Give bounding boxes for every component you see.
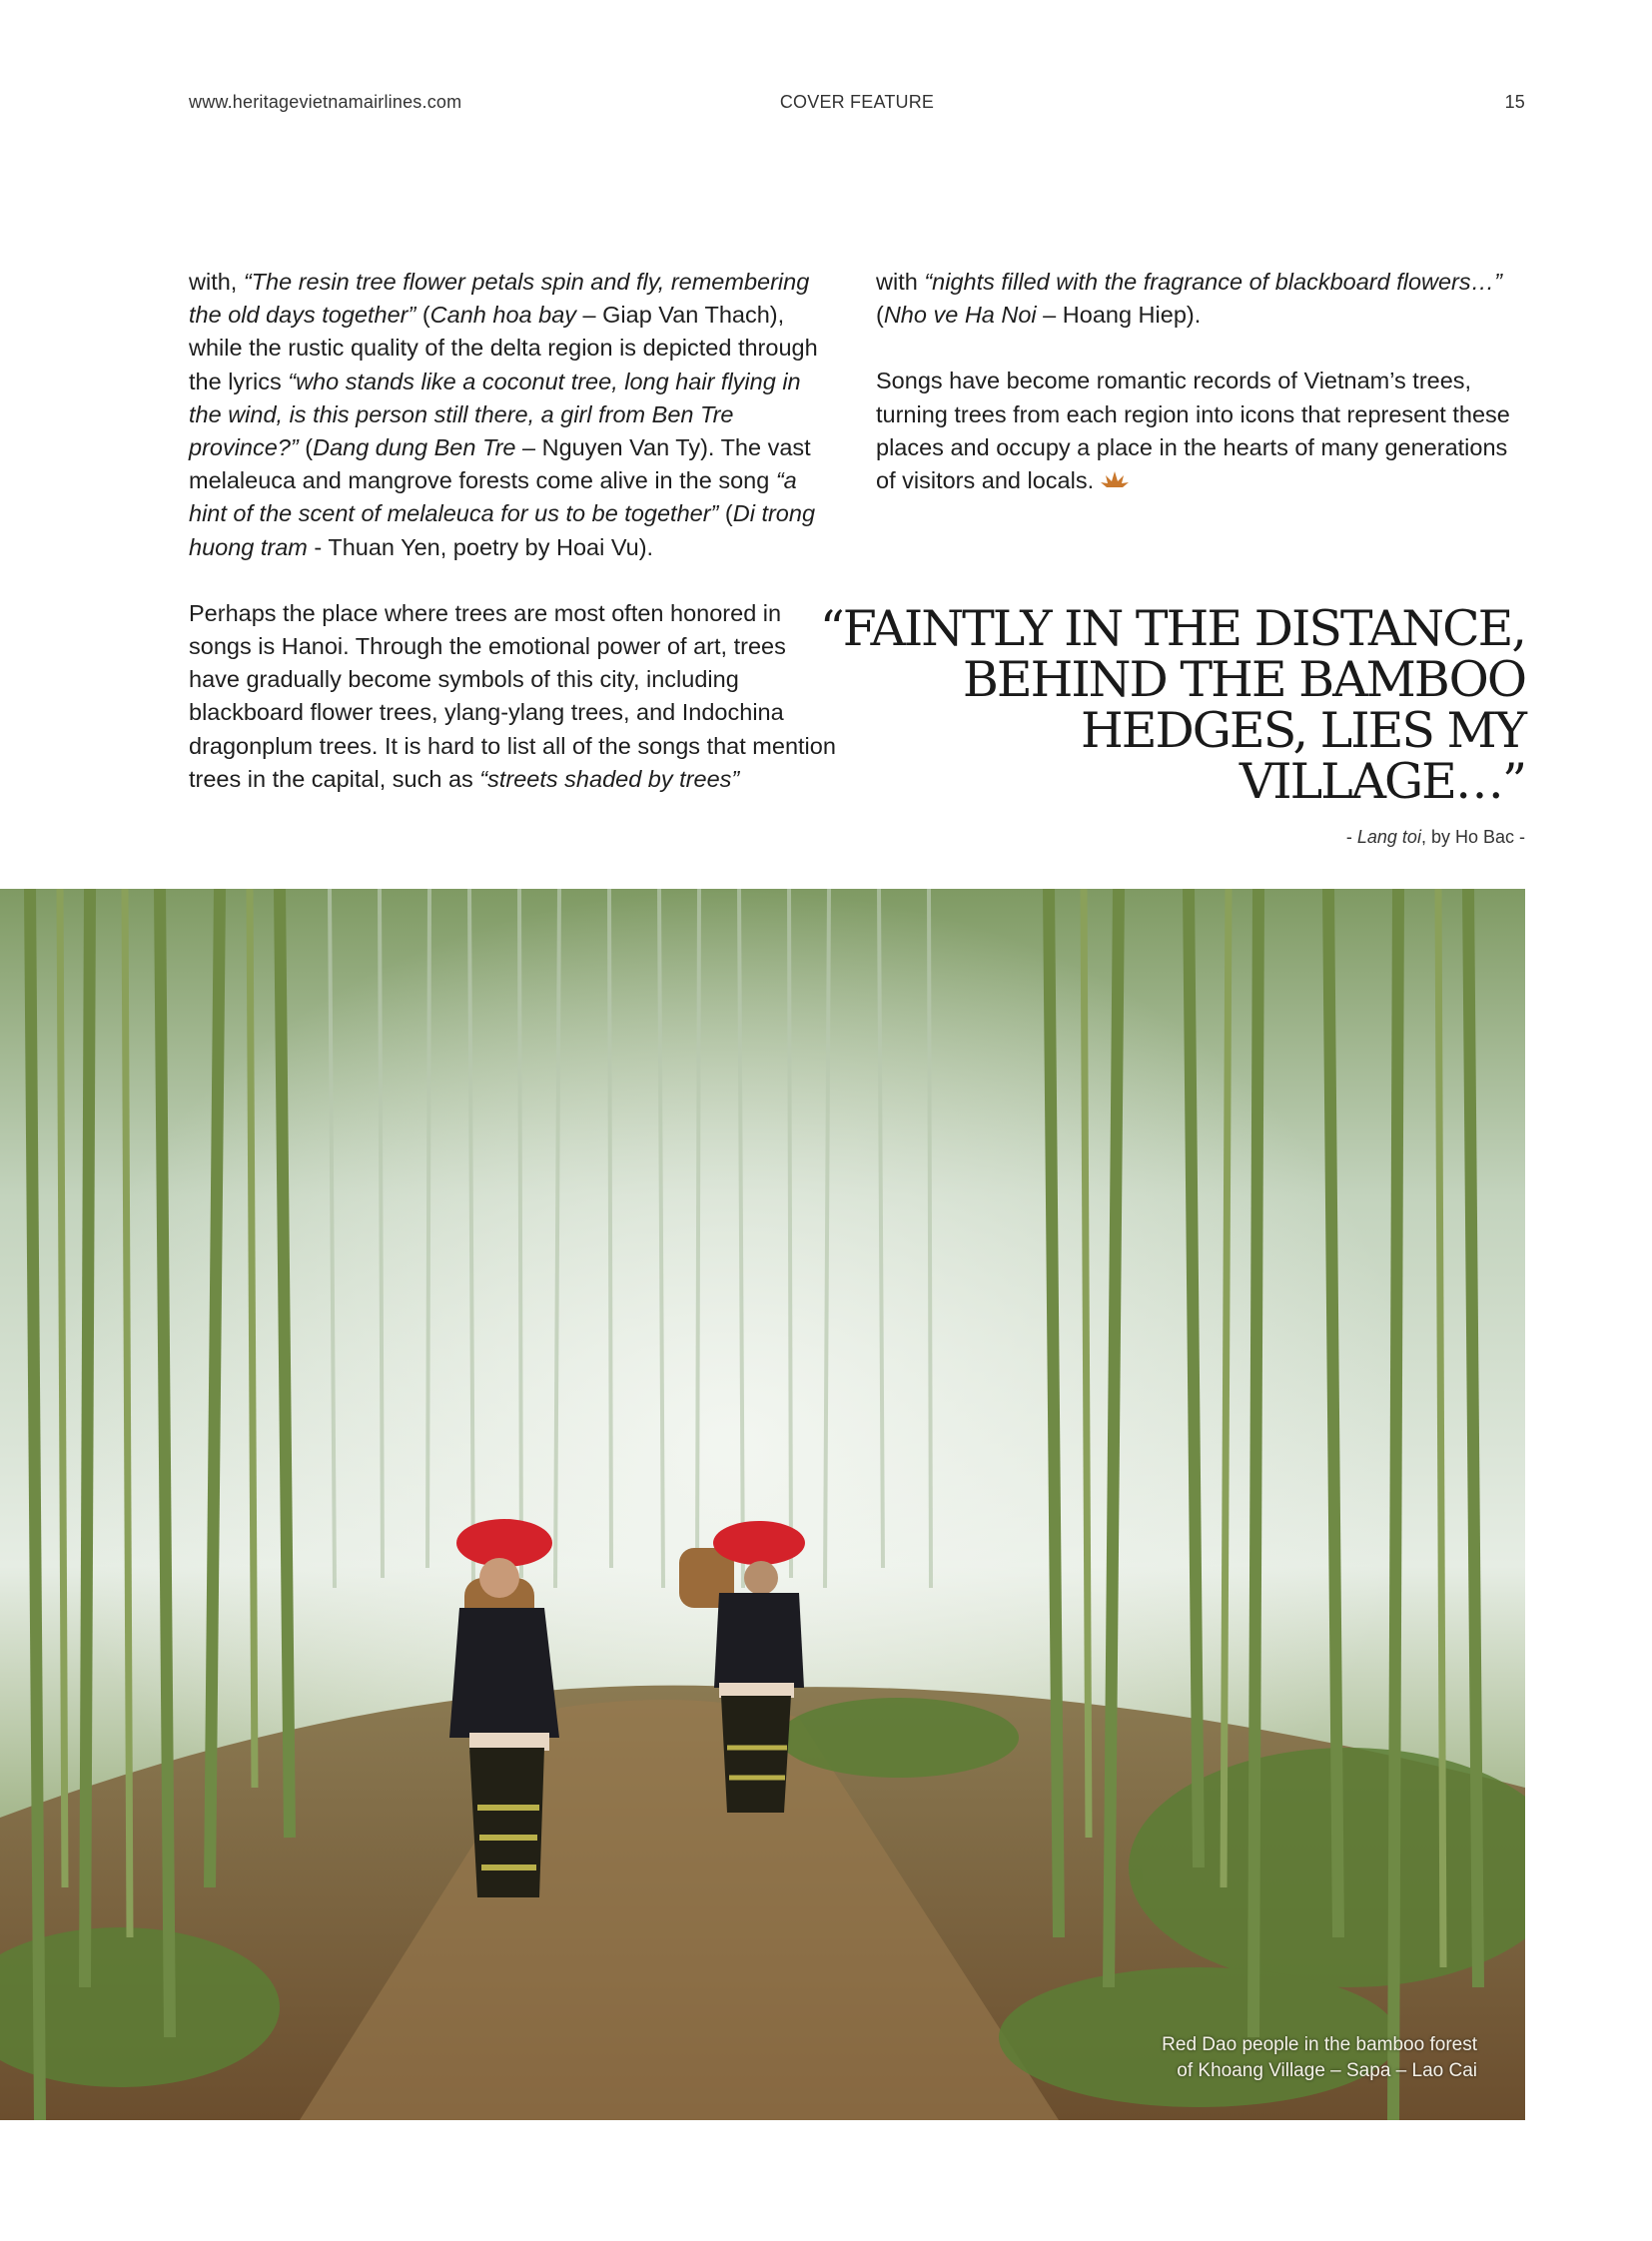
text-run: with, (189, 269, 244, 295)
text-run: ( (718, 500, 733, 527)
pull-quote-line: “FAINTLY IN THE DISTANCE, (819, 600, 1525, 657)
lyric-quote: “a hint of the scent of melaleuca for us to be together” (189, 467, 797, 527)
text-run: Songs have become romantic records of Vietnam’s trees, turning trees from each region into icons that represent these places and occupy a place in the hearts of many generations of visitors and locals. (876, 368, 1510, 494)
page-number: 15 (1504, 92, 1525, 112)
text-run: with (876, 269, 925, 295)
pull-quote-text (806, 600, 1525, 810)
song-title: Dang dung Ben Tre (313, 434, 516, 461)
lyric-quote: “who stands like a coconut tree, long hair flying in the wind, is this person still there, a girl from Ben Tre province?” (189, 368, 801, 461)
text-run: ( (415, 302, 430, 329)
left-paragraph-1 (189, 266, 838, 564)
left-paragraph-2 (189, 597, 838, 796)
caption-line: Red Dao people in the bamboo forest (1162, 2034, 1477, 2055)
lotus-leaf-icon (1100, 465, 1130, 498)
text-run: - Thuan Yen, poetry by Hoai Vu). (307, 533, 654, 560)
text-run: – Hoang Hiep). (1036, 302, 1202, 329)
caption-line: of Khoang Village – Sapa – Lao Cai (1177, 2060, 1477, 2081)
pull-quote (806, 600, 1525, 848)
pull-quote-line: HEDGES, LIES MY VILLAGE…” (1081, 702, 1525, 810)
pull-quote-credit (806, 827, 1525, 848)
text-run: – Giap Van Thach), while the rustic quality of the delta region is depicted through the lyrics (189, 302, 818, 394)
song-title: Nho ve Ha Noi (883, 302, 1037, 329)
right-paragraph-1 (876, 266, 1525, 332)
right-paragraph-2 (876, 365, 1525, 498)
lyric-quote: “The resin tree flower petals spin and fly, remembering the old days together” (189, 269, 810, 329)
text-run: ( (298, 434, 314, 461)
right-column (876, 266, 1525, 531)
text-run: ( (876, 302, 884, 329)
lyric-quote: “streets shaded by trees” (479, 765, 740, 792)
text-run: – Nguyen Van Ty). The vast melaleuca and mangrove forests come alive in the song (189, 434, 811, 494)
song-title: Canh hoa bay (429, 302, 577, 329)
pull-quote-line: BEHIND THE BAMBOO (962, 651, 1525, 708)
left-column (189, 266, 838, 829)
photo-caption (1162, 2032, 1477, 2084)
credit-dash: - (1345, 827, 1357, 847)
website-url: www.heritagevietnamairlines.com (189, 92, 462, 112)
credit-author: , by Ho Bac - (1420, 827, 1525, 847)
section-title: COVER FEATURE (779, 92, 935, 112)
text-run: Perhaps the place where trees are most often honored in songs is Hanoi. Through the emotional power of art, trees have gradually become symbols of this city, including blackboard flower trees, ylang-ylang trees, and Indochina dragonplum trees. It is hard to list all of the songs that mention trees in the capital, such as (189, 599, 836, 792)
bamboo-forest-illustration (0, 889, 1525, 2120)
bamboo-forest-photo (0, 889, 1525, 2120)
lyric-quote: “nights filled with the fragrance of blackboard flowers…” (924, 269, 1502, 295)
credit-song-title: Lang toi (1356, 827, 1421, 847)
song-title: Di trong huong tram (189, 500, 816, 560)
